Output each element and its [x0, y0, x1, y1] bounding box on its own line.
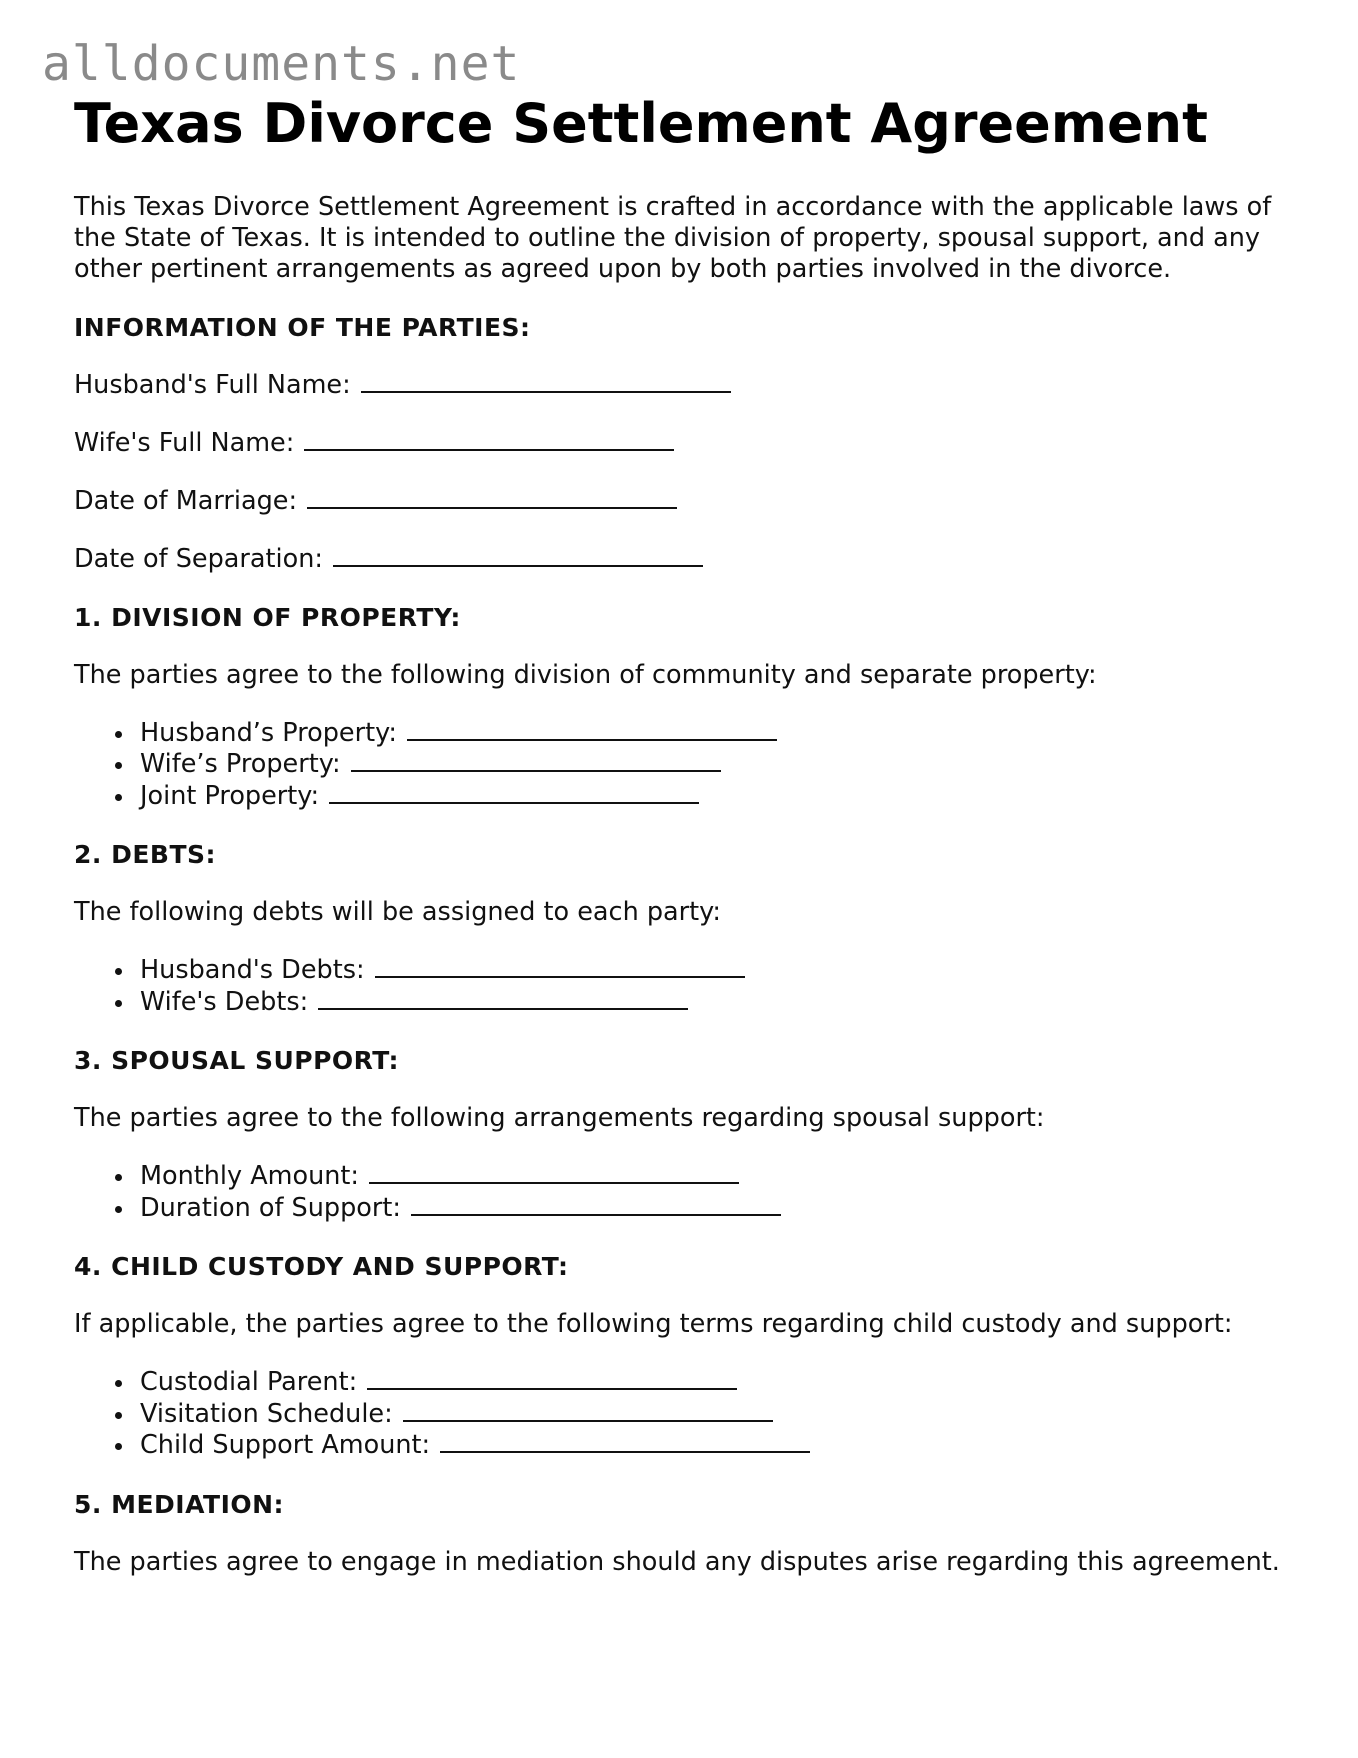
wife-name-field [74, 428, 1294, 459]
husband-name-blank[interactable] [361, 371, 731, 393]
separation-date-label: Date of Separation: [74, 543, 323, 574]
list-item [140, 749, 1294, 781]
wife-name-label: Wife's Full Name: [74, 427, 295, 458]
support-duration-label: Duration of Support: [140, 1192, 401, 1223]
property-text: The parties agree to the following division of community and separate property: [74, 659, 1097, 690]
separation-date-blank[interactable] [333, 545, 703, 567]
document-title: Texas Divorce Settlement Agreement [74, 92, 1208, 155]
list-item [140, 1161, 1294, 1193]
visitation-schedule-blank[interactable] [403, 1400, 773, 1422]
wife-debts-label: Wife's Debts: [140, 986, 309, 1017]
child-support-blank[interactable] [440, 1431, 810, 1453]
list-item [140, 1193, 1294, 1225]
list-item [140, 718, 1294, 750]
wife-name-blank[interactable] [304, 429, 674, 451]
separation-date-field [74, 544, 1294, 575]
property-heading: 1. DIVISION OF PROPERTY: [74, 602, 461, 632]
joint-property-label: Joint Property: [140, 780, 320, 811]
visitation-schedule-label: Visitation Schedule: [140, 1398, 393, 1429]
intro-paragraph: This Texas Divorce Settlement Agreement is crafted in accordance with the applicable laws of the State of Texas. It is intended to outline the division of property, spousal support, and any other pertinent arrangements as agreed upon by both parties involved in the divorce. [74, 191, 1272, 284]
wife-debts-blank[interactable] [318, 988, 688, 1010]
support-list [74, 1161, 1294, 1224]
monthly-amount-label: Monthly Amount: [140, 1161, 360, 1192]
custody-list [74, 1367, 1294, 1462]
marriage-date-field [74, 486, 1294, 517]
list-item [140, 1430, 1294, 1462]
list-item [140, 781, 1294, 813]
list-item [140, 1399, 1294, 1431]
husband-debts-blank[interactable] [375, 956, 745, 978]
debts-heading: 2. DEBTS: [74, 840, 217, 870]
list-item [140, 987, 1294, 1019]
custodial-parent-label: Custodial Parent: [140, 1367, 358, 1398]
wife-property-blank[interactable] [351, 750, 721, 772]
wife-property-label: Wife’s Property: [140, 749, 341, 780]
list-item [140, 955, 1294, 987]
debts-list [74, 955, 1294, 1018]
husband-name-field [74, 370, 1294, 401]
joint-property-blank[interactable] [329, 782, 699, 804]
support-duration-blank[interactable] [411, 1194, 781, 1216]
custody-heading: 4. CHILD CUSTODY AND SUPPORT: [74, 1252, 569, 1282]
husband-debts-label: Husband's Debts: [140, 955, 365, 986]
mediation-heading: 5. MEDIATION: [74, 1489, 285, 1519]
custodial-parent-blank[interactable] [367, 1368, 737, 1390]
mediation-text: The parties agree to engage in mediation should any disputes arise regarding this agreement. [74, 1546, 1280, 1577]
support-heading: 3. SPOUSAL SUPPORT: [74, 1046, 399, 1076]
debts-text: The following debts will be assigned to each party: [74, 897, 721, 928]
list-item [140, 1367, 1294, 1399]
parties-heading: INFORMATION OF THE PARTIES: [74, 312, 531, 342]
document [74, 92, 1294, 1578]
support-text: The parties agree to the following arrangements regarding spousal support: [74, 1103, 1045, 1134]
marriage-date-label: Date of Marriage: [74, 485, 298, 516]
marriage-date-blank[interactable] [307, 487, 677, 509]
property-list [74, 718, 1294, 813]
husband-name-label: Husband's Full Name: [74, 369, 351, 400]
child-support-label: Child Support Amount: [140, 1430, 431, 1461]
husband-property-label: Husband’s Property: [140, 717, 397, 748]
husband-property-blank[interactable] [407, 719, 777, 741]
custody-text: If applicable, the parties agree to the following terms regarding child custody and support: [74, 1309, 1233, 1340]
watermark: alldocuments.net [42, 36, 521, 92]
monthly-amount-blank[interactable] [369, 1162, 739, 1184]
